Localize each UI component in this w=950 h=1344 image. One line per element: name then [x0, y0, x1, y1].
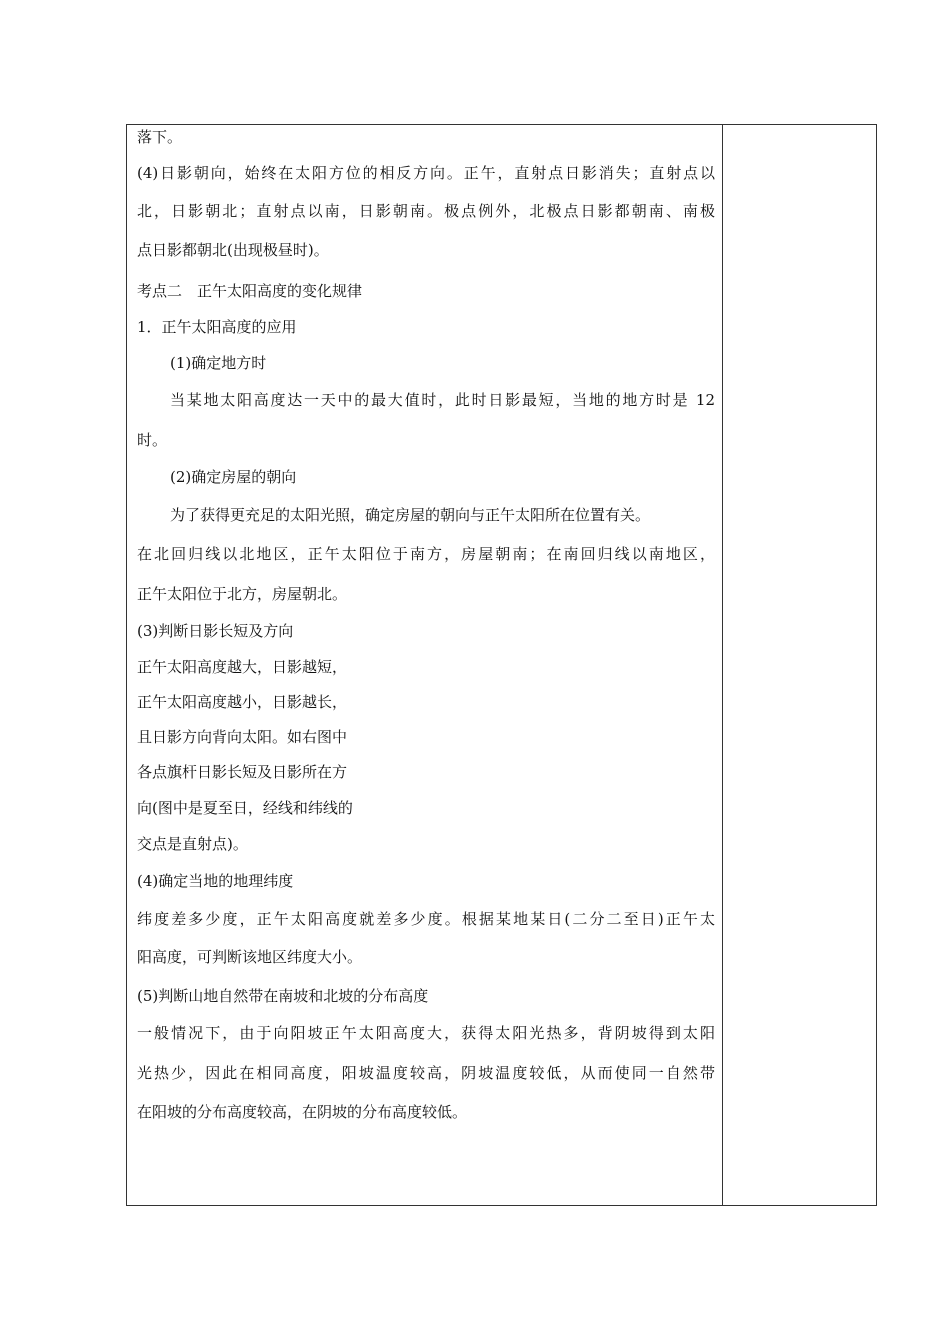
text-line: 光热少，因此在相同高度，阳坡温度较高，阴坡温度较低，从而使同一自然带 [137, 1064, 715, 1082]
text-line: 当某地太阳高度达一天中的最大值时，此时日影最短，当地的地方时是 12 [170, 391, 715, 409]
text-line: 正午太阳位于北方，房屋朝北。 [137, 585, 348, 603]
item-heading: (1)确定地方时 [170, 354, 267, 372]
text-line: 在阳坡的分布高度较高，在阴坡的分布高度较低。 [137, 1103, 468, 1121]
item-heading: (5)判断山地自然带在南坡和北坡的分布高度 [137, 987, 429, 1005]
text-line: (4)日影朝向，始终在太阳方位的相反方向。正午，直射点日影消失；直射点以 [137, 164, 715, 182]
text-line: 一般情况下，由于向阳坡正午太阳高度大，获得太阳光热多，背阴坡得到太阳 [137, 1024, 715, 1042]
text-line: 正午太阳高度越大，日影越短， [137, 658, 348, 676]
text-line: 点日影都朝北(出现极昼时)。 [137, 241, 329, 259]
subsection-heading: 1．正午太阳高度的应用 [137, 318, 297, 336]
text-line: 各点旗杆日影长短及日影所在方 [137, 763, 348, 781]
text-line: 落下。 [137, 128, 183, 146]
table-column-divider [722, 124, 723, 1206]
item-heading: (2)确定房屋的朝向 [170, 468, 297, 486]
text-line: 阳高度，可判断该地区纬度大小。 [137, 948, 363, 966]
text-line: 在北回归线以北地区，正午太阳位于南方，房屋朝南；在南回归线以南地区， [137, 545, 715, 563]
text-line: 向(图中是夏至日，经线和纬线的 [137, 799, 353, 817]
item-heading: (4)确定当地的地理纬度 [137, 872, 294, 890]
text-line: 且日影方向背向太阳。如右图中 [137, 728, 348, 746]
item-heading: (3)判断日影长短及方向 [137, 622, 294, 640]
text-line: 正午太阳高度越小，日影越长， [137, 693, 348, 711]
text-line: 交点是直射点)。 [137, 835, 248, 853]
section-heading: 考点二 正午太阳高度的变化规律 [137, 282, 363, 300]
text-line: 纬度差多少度，正午太阳高度就差多少度。根据某地某日(二分二至日)正午太 [137, 910, 715, 928]
text-line: 时。 [137, 431, 168, 449]
text-line: 为了获得更充足的太阳光照，确定房屋的朝向与正午太阳所在位置有关。 [170, 506, 651, 524]
text-line: 北，日影朝北；直射点以南，日影朝南。极点例外，北极点日影都朝南、南极 [137, 202, 715, 220]
